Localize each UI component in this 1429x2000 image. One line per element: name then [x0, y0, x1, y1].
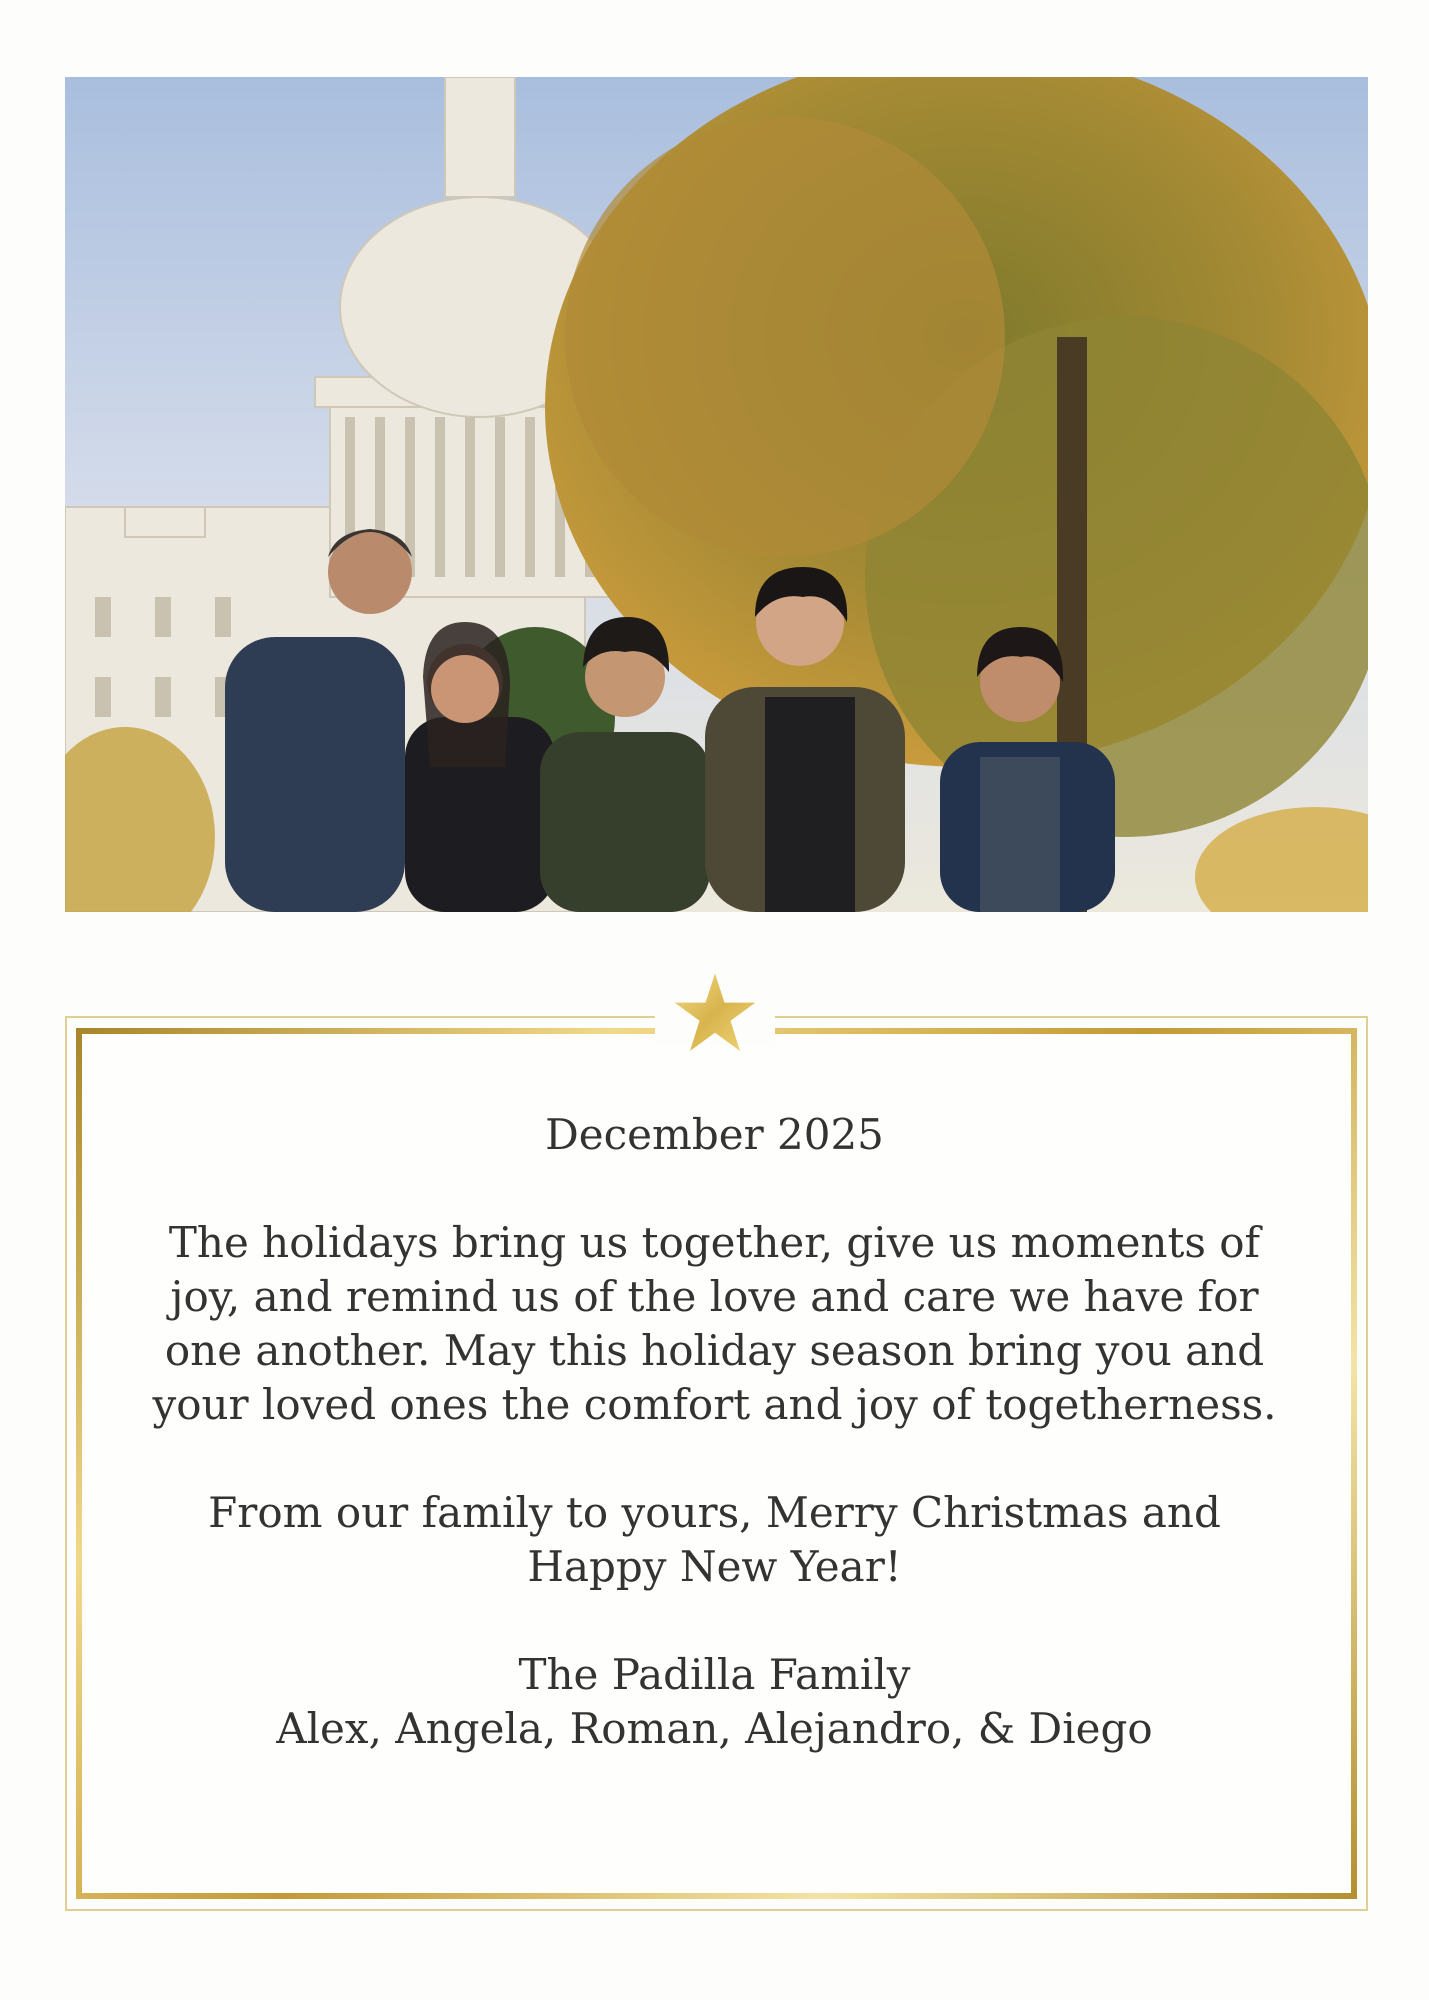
holiday-message: The holidays bring us together, give us moments of joy, and remind us of the love and care we have for one another. May this holiday season bring you and your loved ones the comfort and joy of togetherness.: [152, 1218, 1277, 1429]
signature-names: Alex, Angela, Roman, Alejandro, & Diego: [276, 1704, 1153, 1753]
card-date: December 2025: [545, 1110, 884, 1159]
holiday-greeting: From our family to yours, Merry Christmas and Happy New Year!: [208, 1488, 1221, 1591]
gold-star-icon: [672, 970, 758, 1056]
family-photo: [65, 77, 1368, 912]
card-message: [110, 1108, 1319, 1756]
signature-family: The Padilla Family: [518, 1650, 911, 1699]
